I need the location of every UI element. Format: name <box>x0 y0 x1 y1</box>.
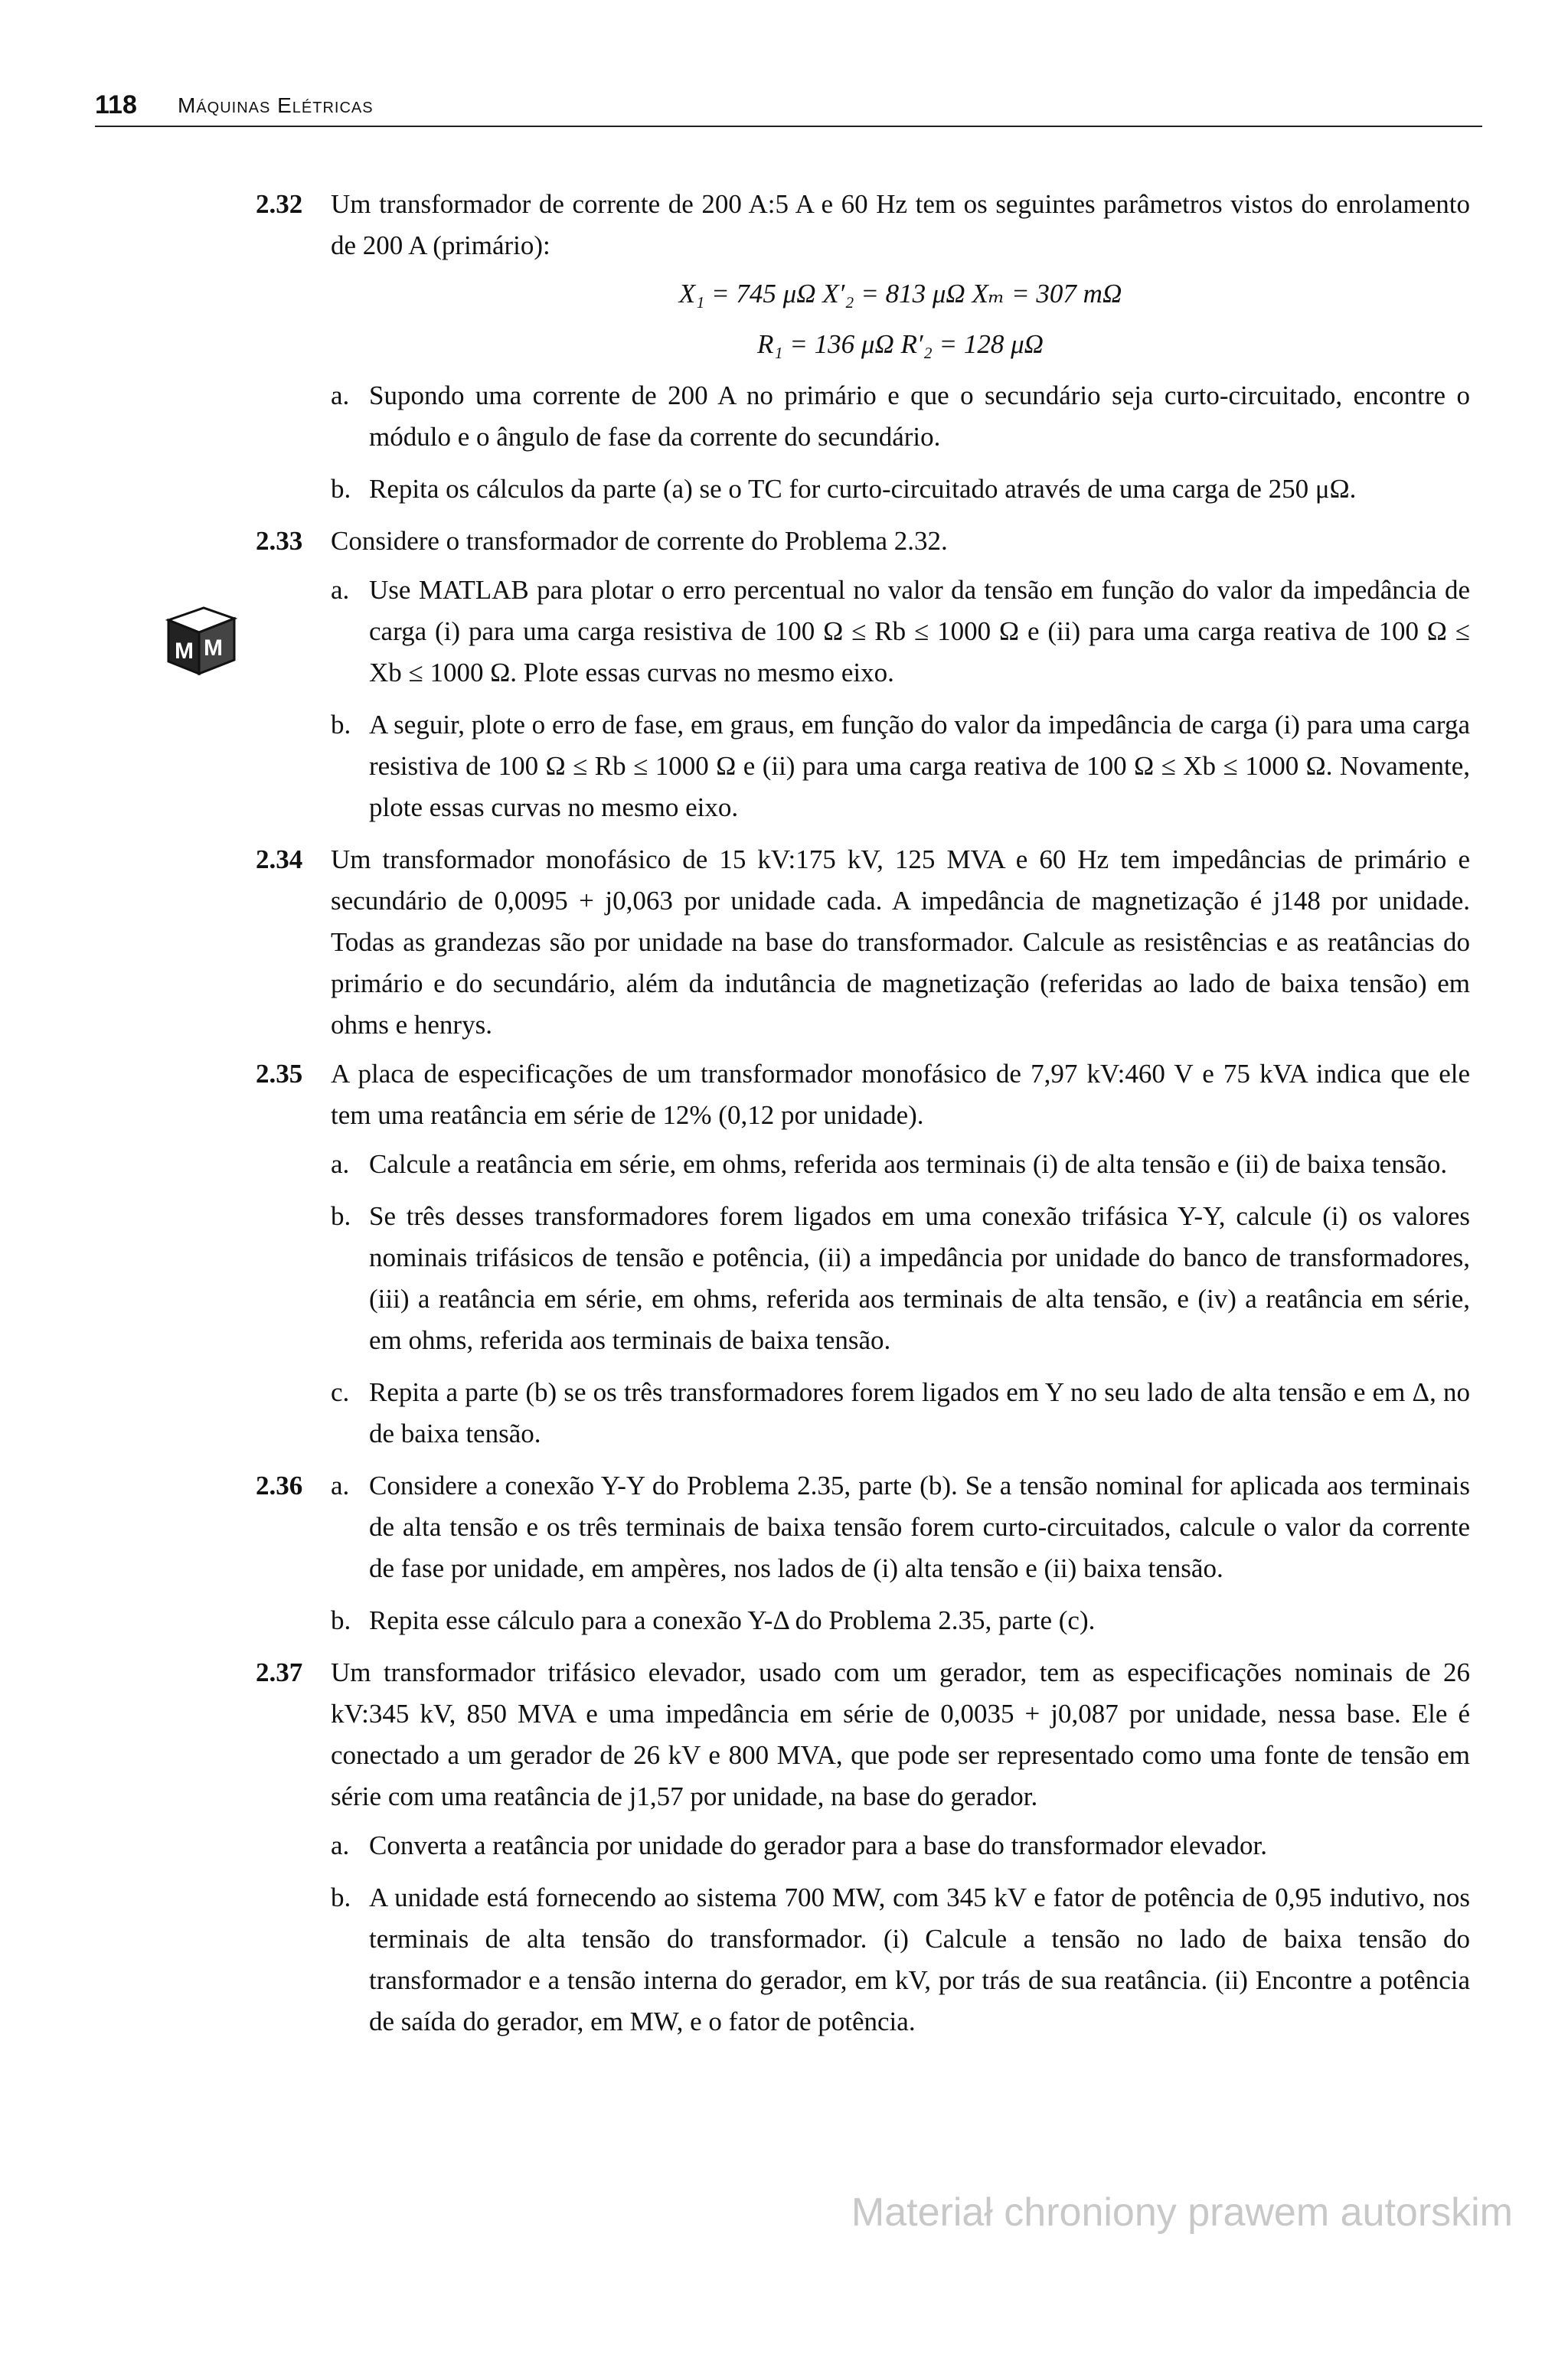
subpart-letter: b. <box>331 474 351 504</box>
problem-2-34 <box>256 839 1470 1046</box>
equation-line: X₁ = 745 μΩ X′₂ = 813 μΩ Xₘ = 307 mΩ <box>678 279 1122 309</box>
subpart-letter: b. <box>331 1883 351 1912</box>
running-title: Máquinas Elétricas <box>178 93 374 117</box>
subpart-list <box>331 1465 1470 1641</box>
subpart-letter: a. <box>331 1830 350 1860</box>
subpart-text: Repita os cálculos da parte (a) se o TC for curto-circuitado através de uma carga de 250 μΩ. <box>369 474 1357 504</box>
subpart-letter: b. <box>331 1201 351 1231</box>
subpart-item <box>331 1196 1470 1361</box>
page-number: 118 <box>95 90 137 119</box>
subpart-text: Use MATLAB para plotar o erro percentual no valor da tensão em função do valor da impedância de carga (i) para uma carga resistiva de 100 Ω ≤ Rb ≤ 1000 Ω e (ii) para uma carga reativa de 100 Ω ≤ Xb ≤ 1000 Ω. Plote essas curvas no mesmo eixo. <box>369 575 1470 687</box>
subpart-item <box>331 1144 1470 1185</box>
subpart-item <box>331 1600 1470 1641</box>
problem-statement: A placa de especificações de um transformador monofásico de 7,97 kV:460 V e 75 kVA indica que ele tem uma reatância em série de 12% (0,12 por unidade). <box>331 1059 1470 1130</box>
problem-2-33 <box>256 521 1470 828</box>
problem-statement: Considere o transformador de corrente do Problema 2.32. <box>331 526 948 556</box>
icon-label-right: M <box>204 635 223 661</box>
subpart-item <box>331 570 1470 694</box>
problem-number: 2.34 <box>256 844 303 874</box>
subpart-text: Considere a conexão Y-Y do Problema 2.35, parte (b). Se a tensão nominal for aplicada aos terminais de alta tensão e os três terminais de baixa tensão forem curto-circuitados, calcule o valor da corrente de fase por unidade, em ampères, nos lados de (i) alta tensão e (ii) baixa tensão. <box>369 1471 1470 1583</box>
subpart-text: Supondo uma corrente de 200 A no primário e que o secundário seja curto-circuitado, encontre o módulo e o ângulo de fase da corrente do secundário. <box>369 380 1470 452</box>
subpart-text: A unidade está fornecendo ao sistema 700 MW, com 345 kV e fator de potência de 0,95 indutivo, nos terminais de alta tensão do transformador. (i) Calcule a tensão no lado de baixa tensão do transformador e a tensão interna do gerador, em kV, por trás de sua reatância. (ii) Encontre a potência de saída do gerador, em MW, e o fator de potência. <box>369 1883 1470 2036</box>
problem-number: 2.36 <box>256 1471 303 1501</box>
matlab-cube-icon <box>158 597 242 681</box>
subpart-list <box>331 1825 1470 2043</box>
problem-number: 2.37 <box>256 1657 303 1687</box>
subpart-text: Converta a reatância por unidade do gerador para a base do transformador elevador. <box>369 1830 1267 1860</box>
subpart-letter: a. <box>331 1149 350 1179</box>
page-header <box>95 86 1482 127</box>
problem-2-36 <box>256 1465 1470 1641</box>
subpart-list <box>331 1144 1470 1455</box>
problem-2-32 <box>256 184 1470 510</box>
subpart-text: Calcule a reatância em série, em ohms, referida aos terminais (i) de alta tensão e (ii) de baixa tensão. <box>369 1149 1448 1179</box>
equation-line: R₁ = 136 μΩ R′₂ = 128 μΩ <box>757 329 1044 359</box>
subpart-list <box>331 375 1470 510</box>
copyright-watermark: Materiał chroniony prawem autorskim <box>851 2190 1513 2235</box>
problem-statement: Um transformador monofásico de 15 kV:175 kV, 125 MVA e 60 Hz tem impedâncias de primário e secundário de 0,0095 + j0,063 por unidade cada. A impedância de magnetização é j148 por unidade. Todas as grandezas são por unidade na base do transformador. Calcule as resistências e as reatâncias do primário e do secundário, além da indutância de magnetização (referidas ao lado de baixa tensão) em ohms e henrys. <box>331 844 1470 1040</box>
subpart-letter: b. <box>331 1605 351 1635</box>
subpart-item <box>331 469 1470 510</box>
subpart-text: A seguir, plote o erro de fase, em graus, em função do valor da impedância de carga (i) para uma carga resistiva de 100 Ω ≤ Rb ≤ 1000 Ω e (ii) para uma carga reativa de 100 Ω ≤ Xb ≤ 1000 Ω. Novamente, plote essas curvas no mesmo eixo. <box>369 710 1470 822</box>
subpart-text: Se três desses transformadores forem ligados em uma conexão trifásica Y-Y, calcule (i) os valores nominais trifásicos de tensão e potência, (ii) a impedância por unidade do banco de transformadores, (iii) a reatância em série, em ohms, referida aos terminais de alta tensão, e (iv) a reatância em série, em ohms, referida aos terminais de baixa tensão. <box>369 1201 1470 1355</box>
problem-number: 2.32 <box>256 189 303 219</box>
problem-statement: Um transformador de corrente de 200 A:5 A e 60 Hz tem os seguintes parâmetros vistos do enrolamento de 200 A (primário): <box>331 189 1470 260</box>
subpart-letter: a. <box>331 1471 350 1501</box>
subpart-item <box>331 375 1470 458</box>
subpart-list <box>331 570 1470 828</box>
problem-statement: Um transformador trifásico elevador, usado com um gerador, tem as especificações nominais de 26 kV:345 kV, 850 MVA e uma impedância em série de 0,0035 + j0,087 por unidade, nessa base. Ele é conectado a um gerador de 26 kV e 800 MVA, que pode ser representado como uma fonte de tensão em série com uma reatância de j1,57 por unidade, na base do gerador. <box>331 1657 1470 1811</box>
subpart-item <box>331 1825 1470 1866</box>
subpart-item <box>331 1465 1470 1589</box>
subpart-item <box>331 1372 1470 1455</box>
problem-2-35 <box>256 1053 1470 1455</box>
subpart-letter: a. <box>331 575 350 605</box>
problem-number: 2.33 <box>256 526 303 556</box>
subpart-letter: c. <box>331 1377 350 1407</box>
subpart-item <box>331 704 1470 828</box>
problem-list <box>256 184 1470 2053</box>
subpart-letter: a. <box>331 380 350 410</box>
subpart-text: Repita a parte (b) se os três transformadores forem ligados em Y no seu lado de alta tensão e em Δ, no de baixa tensão. <box>369 1377 1470 1448</box>
icon-label-left: M <box>175 638 194 664</box>
subpart-text: Repita esse cálculo para a conexão Y-Δ do Problema 2.35, parte (c). <box>369 1605 1096 1635</box>
subpart-item <box>331 1877 1470 2043</box>
subpart-letter: b. <box>331 710 351 740</box>
problem-2-37 <box>256 1652 1470 2043</box>
problem-number: 2.35 <box>256 1059 303 1089</box>
